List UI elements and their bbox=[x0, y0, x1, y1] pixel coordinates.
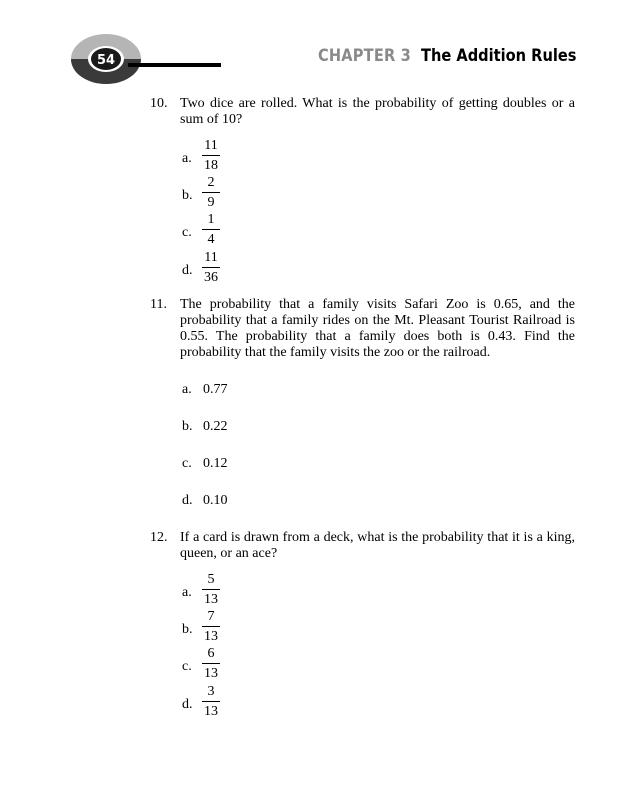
fraction bbox=[202, 646, 220, 682]
page-number: 54 bbox=[96, 53, 116, 68]
fraction-numerator: 11 bbox=[204, 250, 218, 265]
fraction-numerator: 7 bbox=[207, 609, 215, 624]
question-10 bbox=[150, 96, 575, 128]
fraction-bar bbox=[202, 589, 220, 590]
fraction-denominator: 13 bbox=[204, 666, 218, 681]
fraction-denominator: 13 bbox=[204, 629, 218, 644]
option-letter: b. bbox=[182, 188, 193, 203]
option-letter: d. bbox=[182, 493, 193, 508]
question-text: Two dice are rolled. What is the probability of getting doubles or a sum of 10? bbox=[180, 96, 575, 127]
fraction bbox=[202, 250, 220, 286]
header-rule bbox=[128, 63, 221, 67]
fraction-denominator: 36 bbox=[204, 270, 218, 285]
page-number-badge bbox=[70, 33, 142, 85]
fraction-denominator: 9 bbox=[207, 195, 215, 210]
fraction bbox=[202, 572, 220, 608]
option-value: 0.22 bbox=[203, 419, 228, 434]
question-11 bbox=[150, 297, 575, 361]
fraction bbox=[202, 684, 220, 720]
fraction-numerator: 5 bbox=[207, 572, 215, 587]
option-letter: a. bbox=[182, 585, 192, 600]
option-letter: d. bbox=[182, 263, 193, 278]
question-number: 12. bbox=[150, 530, 168, 545]
fraction-bar bbox=[202, 192, 220, 193]
fraction-numerator: 11 bbox=[204, 138, 218, 153]
question-number: 10. bbox=[150, 96, 168, 111]
fraction-bar bbox=[202, 663, 220, 664]
fraction-bar bbox=[202, 701, 220, 702]
question-number: 11. bbox=[150, 297, 167, 312]
fraction-bar bbox=[202, 267, 220, 268]
fraction-numerator: 2 bbox=[207, 175, 215, 190]
question-text: The probability that a family visits Safari Zoo is 0.65, and the probability that a family rides on the Mt. Pleasant Tourist Railroad is 0.55. The probability that a family does both is 0.43. Find the probability that the family visits the zoo or the railroad. bbox=[180, 297, 575, 360]
option-letter: c. bbox=[182, 456, 192, 471]
fraction-denominator: 13 bbox=[204, 592, 218, 607]
chapter-label: CHAPTER 3 bbox=[318, 46, 412, 66]
question-12 bbox=[150, 530, 575, 562]
page-header bbox=[0, 0, 635, 100]
option-value: 0.12 bbox=[203, 456, 228, 471]
fraction-numerator: 6 bbox=[207, 646, 215, 661]
question-text: If a card is drawn from a deck, what is the probability that it is a king, queen, or an ace? bbox=[180, 530, 575, 561]
fraction-denominator: 4 bbox=[207, 232, 215, 247]
fraction bbox=[202, 175, 220, 211]
fraction-bar bbox=[202, 626, 220, 627]
option-letter: a. bbox=[182, 151, 192, 166]
fraction bbox=[202, 609, 220, 645]
fraction-numerator: 3 bbox=[207, 684, 215, 699]
option-letter: d. bbox=[182, 697, 193, 712]
fraction-denominator: 18 bbox=[204, 158, 218, 173]
option-letter: a. bbox=[182, 382, 192, 397]
option-letter: c. bbox=[182, 225, 192, 240]
fraction bbox=[202, 212, 220, 248]
option-letter: b. bbox=[182, 419, 193, 434]
option-letter: c. bbox=[182, 659, 192, 674]
option-value: 0.77 bbox=[203, 382, 228, 397]
option-value: 0.10 bbox=[203, 493, 228, 508]
chapter-title: The Addition Rules bbox=[421, 46, 577, 66]
fraction bbox=[202, 138, 220, 174]
fraction-bar bbox=[202, 155, 220, 156]
fraction-bar bbox=[202, 229, 220, 230]
option-letter: b. bbox=[182, 622, 193, 637]
fraction-numerator: 1 bbox=[207, 212, 215, 227]
fraction-denominator: 13 bbox=[204, 704, 218, 719]
